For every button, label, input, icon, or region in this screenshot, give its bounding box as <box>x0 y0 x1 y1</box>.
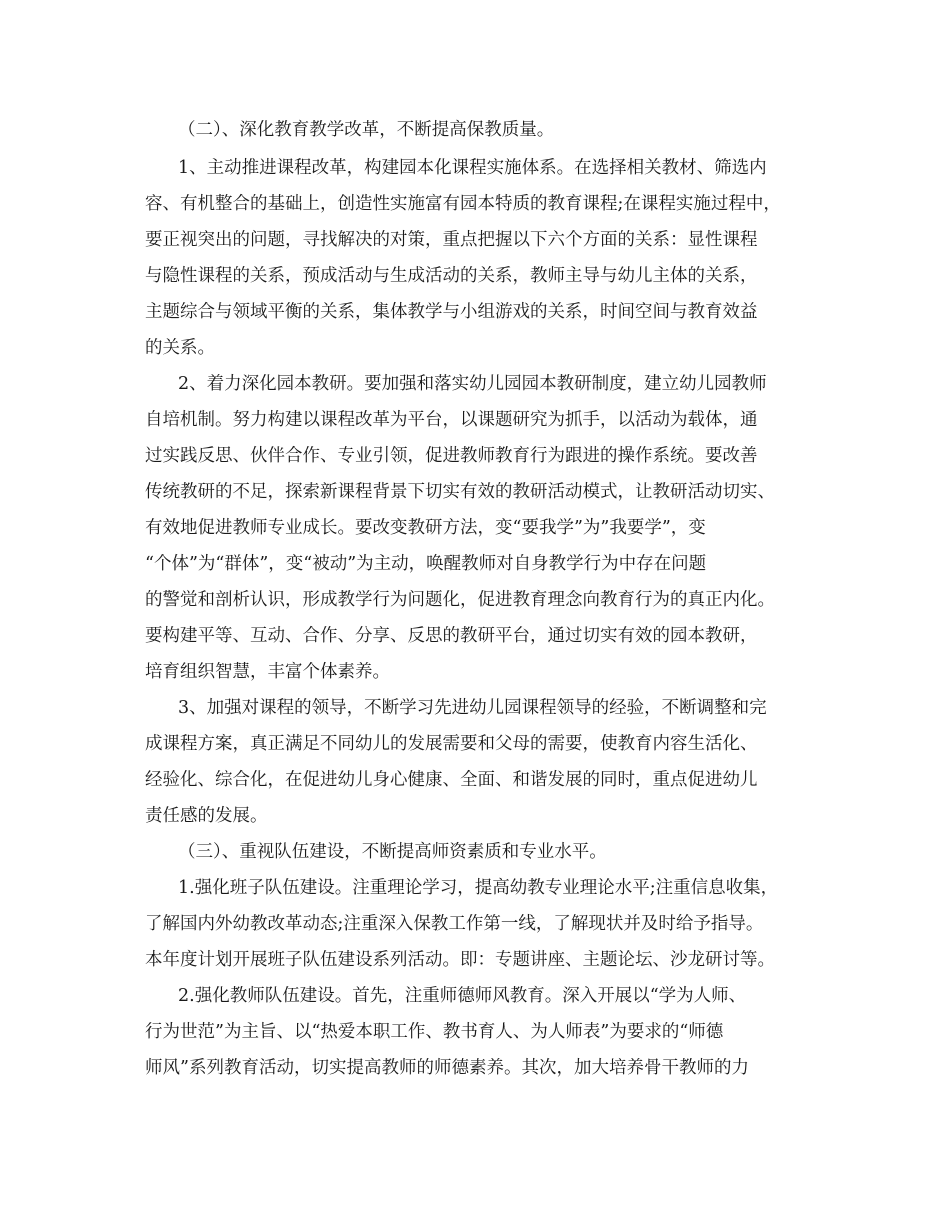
paragraph-line: 成课程方案，真正满足不同幼儿的发展需要和父母的需要，使教育内容生活化、 <box>145 734 758 754</box>
paragraph-line: 的警觉和剖析认识，形成教学行为问题化，促进教育理念向教育行为的真正内化。 <box>145 590 775 610</box>
paragraph-line: 1.强化班子队伍建设。注重理论学习，提高幼教专业理论水平;注重信息收集， <box>178 878 779 898</box>
paragraph-line: 经验化、综合化，在促进幼儿身心健康、全面、和谐发展的同时，重点促进幼儿 <box>145 770 758 790</box>
paragraph-line: 责任感的发展。 <box>145 806 268 826</box>
paragraph-line: 与隐性课程的关系，预成活动与生成活动的关系，教师主导与幼儿主体的关系， <box>145 266 758 286</box>
paragraph-line: 要正视突出的问题，寻找解决的对策，重点把握以下六个方面的关系：显性课程 <box>145 230 758 250</box>
paragraph-line: 行为世范”为主旨、以“热爱本职工作、教书育人、为人师表”为要求的“师德 <box>145 1022 724 1042</box>
paragraph-line: 要构建平等、互动、合作、分享、反思的教研平台，通过切实有效的园本教研， <box>145 626 758 646</box>
paragraph-line: 的关系。 <box>145 338 215 358</box>
paragraph-line: 有效地促进教师专业成长。要改变教研方法，变“要我学”为”我要学”，变 <box>145 518 706 538</box>
paragraph-line: 容、有机整合的基础上，创造性实施富有园本特质的教育课程;在课程实施过程中， <box>145 194 781 214</box>
paragraph-line: 1、主动推进课程改革，构建园本化课程实施体系。在选择相关教材、筛选内 <box>178 158 767 178</box>
paragraph-line: 传统教研的不足，探索新课程背景下切实有效的教研活动模式，让教研活动切实、 <box>145 482 775 502</box>
paragraph-line: 过实践反思、伙伴合作、专业引领，促进教师教育行为跟进的操作系统。要改善 <box>145 446 758 466</box>
paragraph-line: 主题综合与领域平衡的关系，集体教学与小组游戏的关系，时间空间与教育效益 <box>145 302 758 322</box>
paragraph-line: 3、加强对课程的领导，不断学习先进幼儿园课程领导的经验，不断调整和完 <box>178 698 767 718</box>
section-heading-3: （三）、重视队伍建设，不断提高师资素质和专业水平。 <box>178 842 607 862</box>
paragraph-line: 本年度计划开展班子队伍建设系列活动。即：专题讲座、主题论坛、沙龙研讨等。 <box>145 950 775 970</box>
paragraph-line: 2、着力深化园本教研。要加强和落实幼儿园园本教研制度，建立幼儿园教师 <box>178 374 767 394</box>
paragraph-line: 自培机制。努力构建以课程改革为平台，以课题研究为抓手，以活动为载体，通 <box>145 410 758 430</box>
paragraph-line: “个体”为“群体”，变“被动”为主动，唤醒教师对自身教学行为中存在问题 <box>145 554 707 574</box>
paragraph-line: 2.强化教师队伍建设。首先，注重师德师风教育。深入开展以“学为人师、 <box>178 986 747 1006</box>
paragraph-line: 了解国内外幼教改革动态;注重深入保教工作第一线，了解现状并及时给予指导。 <box>145 914 764 934</box>
paragraph-line: 师风”系列教育活动，切实提高教师的师德素养。其次，加大培养骨干教师的力 <box>145 1058 749 1078</box>
paragraph-line: 培育组织智慧，丰富个体素养。 <box>145 662 390 682</box>
section-heading-2: （二）、深化教育教学改革，不断提高保教质量。 <box>178 120 555 140</box>
